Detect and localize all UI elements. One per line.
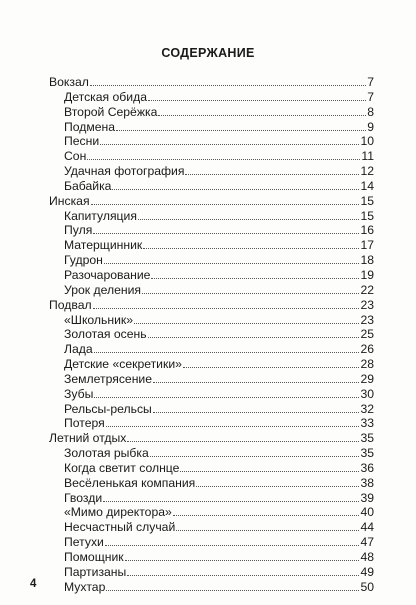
toc-entry-page: 15: [360, 193, 374, 208]
toc-entry-title: Сон: [64, 149, 87, 164]
toc-entry-page: 18: [360, 253, 374, 268]
dot-leader: [176, 520, 359, 531]
toc-entry-page: 35: [360, 446, 374, 461]
toc-entry-page: 32: [360, 401, 374, 416]
toc-entry-title: Мухтар: [64, 579, 106, 594]
toc-entry-page: 47: [360, 535, 374, 550]
dot-leader: [185, 164, 359, 175]
toc-entry-title: Детская обида: [64, 89, 147, 104]
toc-entry-title: Инская: [49, 193, 90, 208]
dot-leader: [142, 283, 359, 294]
toc-entry-page: 33: [360, 416, 374, 431]
toc-entry-title: Весёленькая компания: [64, 475, 196, 490]
toc-entry-title: Лада: [64, 342, 93, 357]
dot-leader: [87, 149, 360, 160]
toc-entry-page: 35: [360, 431, 374, 446]
toc-subentry: [49, 580, 374, 595]
toc-entry-title: Второй Серёжка: [64, 104, 158, 119]
toc-entry-page: 49: [360, 564, 374, 579]
toc-entry-page: 28: [360, 357, 374, 372]
page-number: 4: [30, 578, 37, 590]
toc-entry-title: Гвозди: [64, 490, 103, 505]
toc-entry-page: 23: [360, 297, 374, 312]
dot-leader: [94, 342, 360, 353]
table-of-contents: [49, 75, 374, 595]
toc-subentry: [49, 164, 374, 179]
toc-entry-title: «Мимо директора»: [64, 505, 172, 520]
dot-leader: [153, 402, 360, 413]
toc-subentry: [49, 505, 374, 520]
dot-leader: [100, 134, 359, 145]
toc-entry-page: 48: [360, 550, 374, 564]
toc-subentry: [49, 134, 374, 149]
toc-entry-page: 25: [360, 327, 374, 342]
toc-subentry: [49, 476, 374, 491]
toc-entry-page: 11: [361, 149, 374, 164]
toc-subentry: [49, 238, 374, 253]
toc-subentry: [49, 565, 374, 580]
dot-leader: [90, 75, 366, 86]
toc-entry-title: Партизаны: [64, 564, 127, 579]
toc-entry-title: Летний отдых: [49, 431, 127, 446]
toc-subentry: [49, 520, 374, 535]
toc-entry-page: 26: [360, 342, 374, 357]
toc-entry-title: Зубы: [64, 386, 94, 401]
toc-entry-page: 38: [360, 475, 374, 490]
dot-leader: [143, 238, 359, 249]
dot-leader: [94, 387, 359, 398]
toc-entry-title: Подмена: [64, 119, 116, 134]
toc-entry-page: 8: [367, 104, 374, 119]
toc-entry-title: Пуля: [64, 223, 93, 238]
toc-entry-title: Капитуляция: [64, 208, 137, 223]
toc-subentry: [49, 283, 374, 298]
toc-entry-page: 12: [360, 164, 374, 179]
dot-leader: [138, 209, 360, 220]
toc-entry-title: Помощник: [64, 550, 124, 564]
toc-entry-title: Золотая рыбка: [64, 446, 149, 461]
toc-entry-page: 39: [360, 490, 374, 505]
toc-subentry: [49, 149, 374, 164]
toc-section: [49, 431, 374, 446]
toc-entry-page: 29: [360, 371, 374, 386]
dot-leader: [158, 105, 366, 116]
toc-section: [49, 194, 374, 209]
dot-leader: [116, 120, 366, 131]
toc-entry-page: 23: [360, 312, 374, 327]
dot-leader: [127, 565, 359, 576]
toc-entry-page: 40: [360, 505, 374, 520]
toc-subentry: [49, 402, 374, 417]
dot-leader: [151, 268, 359, 279]
dot-leader: [106, 416, 360, 427]
toc-subentry: [49, 90, 374, 105]
toc-entry-page: 7: [367, 89, 374, 104]
dot-leader: [148, 327, 360, 338]
dot-leader: [173, 505, 360, 516]
dot-leader: [112, 179, 359, 190]
toc-entry-page: 16: [360, 223, 374, 238]
dot-leader: [150, 446, 360, 457]
toc-section: [49, 75, 374, 90]
toc-entry-title: Разочарование: [64, 267, 151, 282]
toc-subentry: [49, 179, 374, 194]
dot-leader: [106, 580, 359, 591]
dot-leader: [125, 550, 360, 561]
toc-subentry: [49, 372, 374, 387]
dot-leader: [91, 194, 360, 205]
toc-entry-title: Когда светит солнце: [64, 460, 180, 475]
toc-subentry: [49, 550, 374, 565]
toc-entry-title: Подвал: [49, 297, 92, 312]
toc-entry-title: Несчастный случай: [64, 520, 176, 535]
toc-entry-page: 7: [367, 75, 374, 89]
toc-entry-page: 17: [360, 238, 374, 253]
dot-leader: [103, 491, 359, 502]
toc-entry-title: Землетрясение: [64, 371, 153, 386]
toc-entry-title: Гудрон: [64, 253, 103, 268]
dot-leader: [153, 372, 359, 383]
toc-subentry: [49, 209, 374, 224]
dot-leader: [105, 535, 360, 546]
dot-leader: [183, 357, 360, 368]
toc-entry-title: Урок деления: [64, 282, 141, 297]
toc-subentry: [49, 342, 374, 357]
toc-entry-title: Рельсы-рельсы: [64, 401, 152, 416]
toc-entry-title: Вокзал: [49, 75, 89, 89]
toc-subentry: [49, 313, 374, 328]
toc-subentry: [49, 105, 374, 120]
toc-subentry: [49, 535, 374, 550]
dot-leader: [127, 431, 359, 442]
dot-leader: [134, 313, 359, 324]
toc-entry-title: Потеря: [64, 416, 105, 431]
toc-subentry: [49, 253, 374, 268]
toc-entry-page: 22: [360, 282, 374, 297]
toc-entry-title: Удачная фотография: [64, 164, 185, 179]
toc-subentry: [49, 357, 374, 372]
toc-subentry: [49, 223, 374, 238]
toc-entry-title: Детские «секретики»: [64, 357, 182, 372]
toc-entry-title: Петухи: [64, 535, 104, 550]
toc-subentry: [49, 327, 374, 342]
toc-subentry: [49, 387, 374, 402]
toc-entry-page: 44: [360, 520, 374, 535]
toc-section: [49, 298, 374, 313]
dot-leader: [180, 461, 359, 472]
page-title: СОДЕРЖАНИЕ: [161, 46, 255, 60]
dot-leader: [196, 476, 359, 487]
toc-entry-page: 10: [360, 134, 374, 149]
toc-entry-page: 19: [360, 267, 374, 282]
dot-leader: [93, 298, 360, 309]
toc-entry-title: Золотая осень: [64, 327, 147, 342]
toc-subentry: [49, 416, 374, 431]
toc-subentry: [49, 120, 374, 135]
toc-entry-title: Песни: [64, 134, 100, 149]
dot-leader: [104, 253, 360, 264]
toc-entry-title: «Школьник»: [64, 312, 134, 327]
toc-entry-title: Матерщинник: [64, 238, 143, 253]
toc-subentry: [49, 268, 374, 283]
toc-entry-page: 30: [360, 386, 374, 401]
toc-entry-page: 50: [360, 579, 374, 594]
toc-subentry: [49, 461, 374, 476]
toc-subentry: [49, 491, 374, 506]
toc-entry-title: Бабайка: [64, 178, 112, 193]
toc-entry-page: 15: [360, 208, 374, 223]
dot-leader: [148, 90, 366, 101]
toc-entry-page: 9: [367, 119, 374, 134]
toc-entry-page: 36: [360, 460, 374, 475]
toc-subentry: [49, 446, 374, 461]
dot-leader: [93, 223, 359, 234]
toc-entry-page: 14: [360, 178, 374, 193]
